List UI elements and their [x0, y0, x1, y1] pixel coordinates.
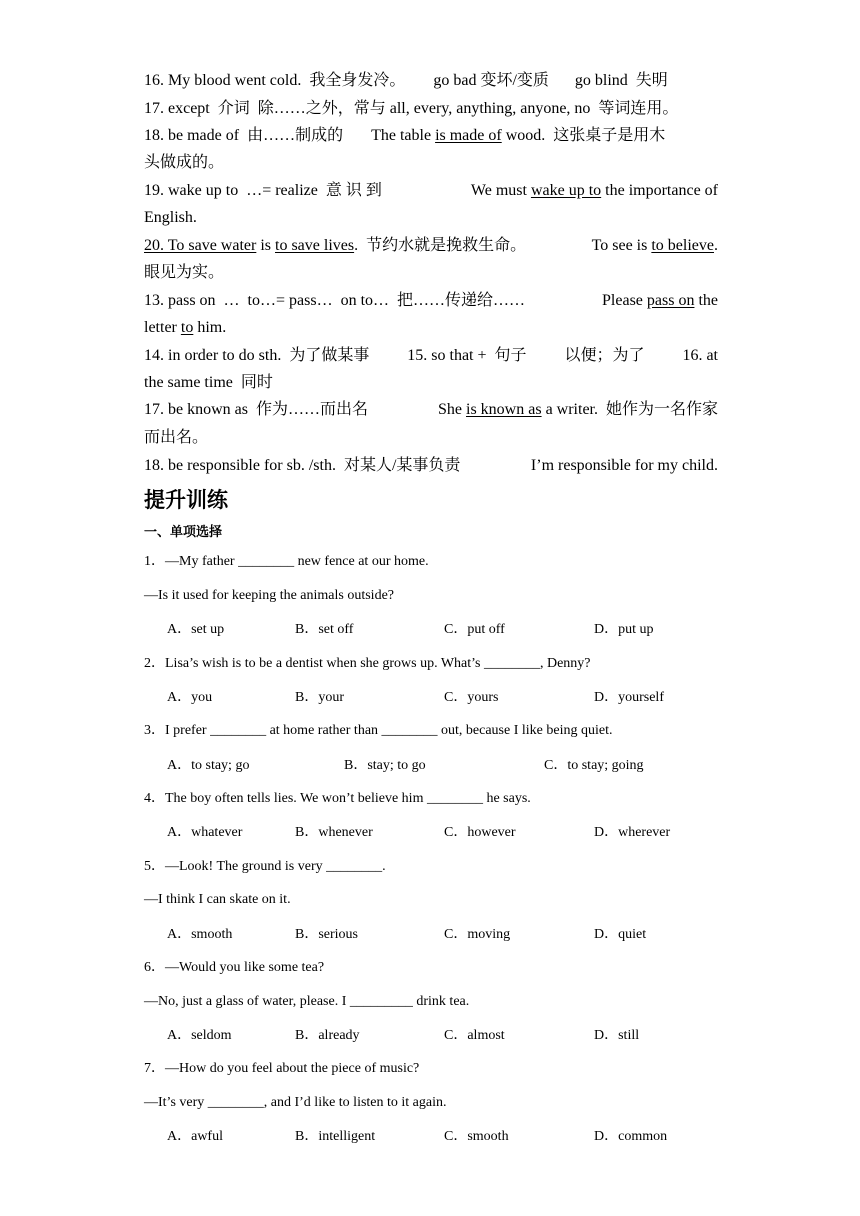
note-text: . 节约水就是挽救生命。 — [354, 237, 527, 254]
question-5-stem: 5．—Look! The ground is very ________. — [144, 859, 386, 874]
note-line-19-cont — [144, 208, 718, 228]
underlined-phrase: to believe — [651, 237, 714, 254]
note-line-20 — [144, 236, 718, 256]
note-text: 16. at — [682, 347, 718, 364]
note-line-13-cont — [144, 318, 718, 338]
underlined-phrase: is made of — [435, 127, 502, 144]
question-7-option-a[interactable]: A．awful — [167, 1129, 223, 1144]
note-line-18b — [144, 456, 718, 476]
question-2-option-c[interactable]: C．yours — [444, 690, 499, 705]
underlined-phrase: to — [180, 319, 194, 336]
question-2-option-b[interactable]: B．your — [295, 690, 344, 705]
question-4-stem: 4．The boy often tells lies. We won’t believe him ________ he says. — [144, 791, 531, 806]
question-1-option-b[interactable]: B．set off — [295, 622, 354, 637]
note-text: the importance of — [601, 182, 718, 199]
question-6-option-b[interactable]: B．already — [295, 1028, 360, 1043]
subsection-title: 一、单项选择 — [144, 525, 223, 540]
question-4-option-c[interactable]: C．however — [444, 825, 516, 840]
note-text: I’m responsible for my child. — [530, 457, 718, 474]
note-text: . — [714, 237, 718, 254]
note-text: 我全身发冷。 — [309, 72, 406, 89]
question-1-option-a[interactable]: A．set up — [167, 622, 225, 637]
note-line-17 — [144, 99, 718, 119]
note-line-20-cont — [144, 263, 718, 283]
note-text: him. — [193, 319, 227, 336]
note-text: go blind 失明 — [574, 72, 668, 89]
question-2-option-a[interactable]: A．you — [167, 690, 213, 705]
note-text: 17. except 介词 除……之外，常与 all, every, anything, anyone, no 等词连用。 — [144, 100, 679, 117]
note-text: the — [694, 292, 718, 309]
note-text: 18. be responsible for sb. /sth. 对某人/某事负责 — [144, 457, 461, 474]
note-text: She — [438, 401, 466, 418]
note-text: 而出名。 — [144, 429, 209, 446]
note-line-18-cont — [144, 153, 718, 173]
note-line-17b — [144, 400, 718, 420]
note-text: 19. wake up to …= realize 意 识 到 — [144, 182, 382, 199]
question-3-option-b[interactable]: B．stay; to go — [344, 758, 426, 773]
underlined-phrase: pass on — [646, 292, 695, 309]
note-line-17b-cont — [144, 428, 718, 448]
question-3-option-c[interactable]: C．to stay; going — [544, 758, 644, 773]
section-title: 提升训练 — [144, 488, 228, 512]
question-5-option-b[interactable]: B．serious — [295, 927, 358, 942]
question-6-stem: 6．—Would you like some tea? — [144, 960, 325, 975]
note-text: We must — [470, 182, 531, 199]
question-5-option-d[interactable]: D．quiet — [594, 927, 647, 942]
note-line-16 — [144, 71, 718, 91]
question-7-response: —It’s very ________, and I’d like to listen to it again. — [144, 1095, 447, 1110]
question-2-option-d[interactable]: D．yourself — [594, 690, 664, 705]
note-text: wood. 这张桌子是用木 — [501, 127, 666, 144]
question-6-response: —No, just a glass of water, please. I _________ drink tea. — [144, 994, 470, 1009]
underlined-phrase: to save lives — [275, 237, 355, 254]
note-text: The table — [371, 127, 436, 144]
note-text: To see is — [591, 237, 652, 254]
note-text: 以便；为了 — [564, 347, 645, 364]
note-line-14-15-16 — [144, 346, 718, 366]
question-1-response: —Is it used for keeping the animals outside? — [144, 588, 394, 603]
question-5-option-c[interactable]: C．moving — [444, 927, 511, 942]
question-4-option-a[interactable]: A．whatever — [167, 825, 243, 840]
question-3-stem: 3．I prefer ________ at home rather than ________ out, because I like being quiet. — [144, 723, 613, 738]
question-1-option-d[interactable]: D．put up — [594, 622, 654, 637]
question-1-option-c[interactable]: C．put off — [444, 622, 505, 637]
note-text: the same time 同时 — [144, 374, 273, 391]
question-3-option-a[interactable]: A．to stay; go — [167, 758, 250, 773]
note-text: letter — [144, 319, 181, 336]
underlined-phrase: is known as — [466, 401, 542, 418]
note-text: 头做成的。 — [144, 154, 225, 171]
question-1-stem: 1．—My father ________ new fence at our home. — [144, 554, 429, 569]
note-text: 16. My blood went cold. — [144, 72, 302, 89]
question-6-option-d[interactable]: D．still — [594, 1028, 640, 1043]
note-text: a writer. 她作为一名作家 — [541, 401, 718, 418]
underlined-phrase: 20. To save water — [144, 237, 257, 254]
note-text: 15. so that + 句子 — [407, 347, 527, 364]
note-text: 13. pass on … to…= pass… on to… 把……传递给…… — [144, 292, 526, 309]
note-line-18 — [144, 126, 718, 146]
note-text: 14. in order to do sth. 为了做某事 — [144, 347, 370, 364]
question-6-option-a[interactable]: A．seldom — [167, 1028, 232, 1043]
note-line-13 — [144, 291, 718, 311]
note-text: English. — [144, 209, 197, 226]
question-7-option-b[interactable]: B．intelligent — [295, 1129, 376, 1144]
question-5-response: —I think I can skate on it. — [144, 892, 291, 907]
underlined-phrase: wake up to — [530, 182, 602, 199]
question-6-option-c[interactable]: C．almost — [444, 1028, 505, 1043]
note-text: is — [256, 237, 275, 254]
note-text: Please — [602, 292, 647, 309]
question-7-option-c[interactable]: C．smooth — [444, 1129, 509, 1144]
note-line-16-cont — [144, 373, 718, 393]
question-2-stem: 2．Lisa’s wish is to be a dentist when she grows up. What’s ________, Denny? — [144, 656, 591, 671]
question-4-option-b[interactable]: B．whenever — [295, 825, 373, 840]
note-text: go bad 变坏/变质 — [433, 72, 549, 89]
note-text: 17. be known as 作为……而出名 — [144, 401, 368, 418]
question-4-option-d[interactable]: D．wherever — [594, 825, 671, 840]
note-text: 眼见为实。 — [144, 264, 225, 281]
question-7-stem: 7．—How do you feel about the piece of music? — [144, 1061, 420, 1076]
note-line-19 — [144, 181, 718, 201]
question-7-option-d[interactable]: D．common — [594, 1129, 668, 1144]
note-text: 18. be made of 由……制成的 — [144, 127, 344, 144]
question-5-option-a[interactable]: A．smooth — [167, 927, 233, 942]
